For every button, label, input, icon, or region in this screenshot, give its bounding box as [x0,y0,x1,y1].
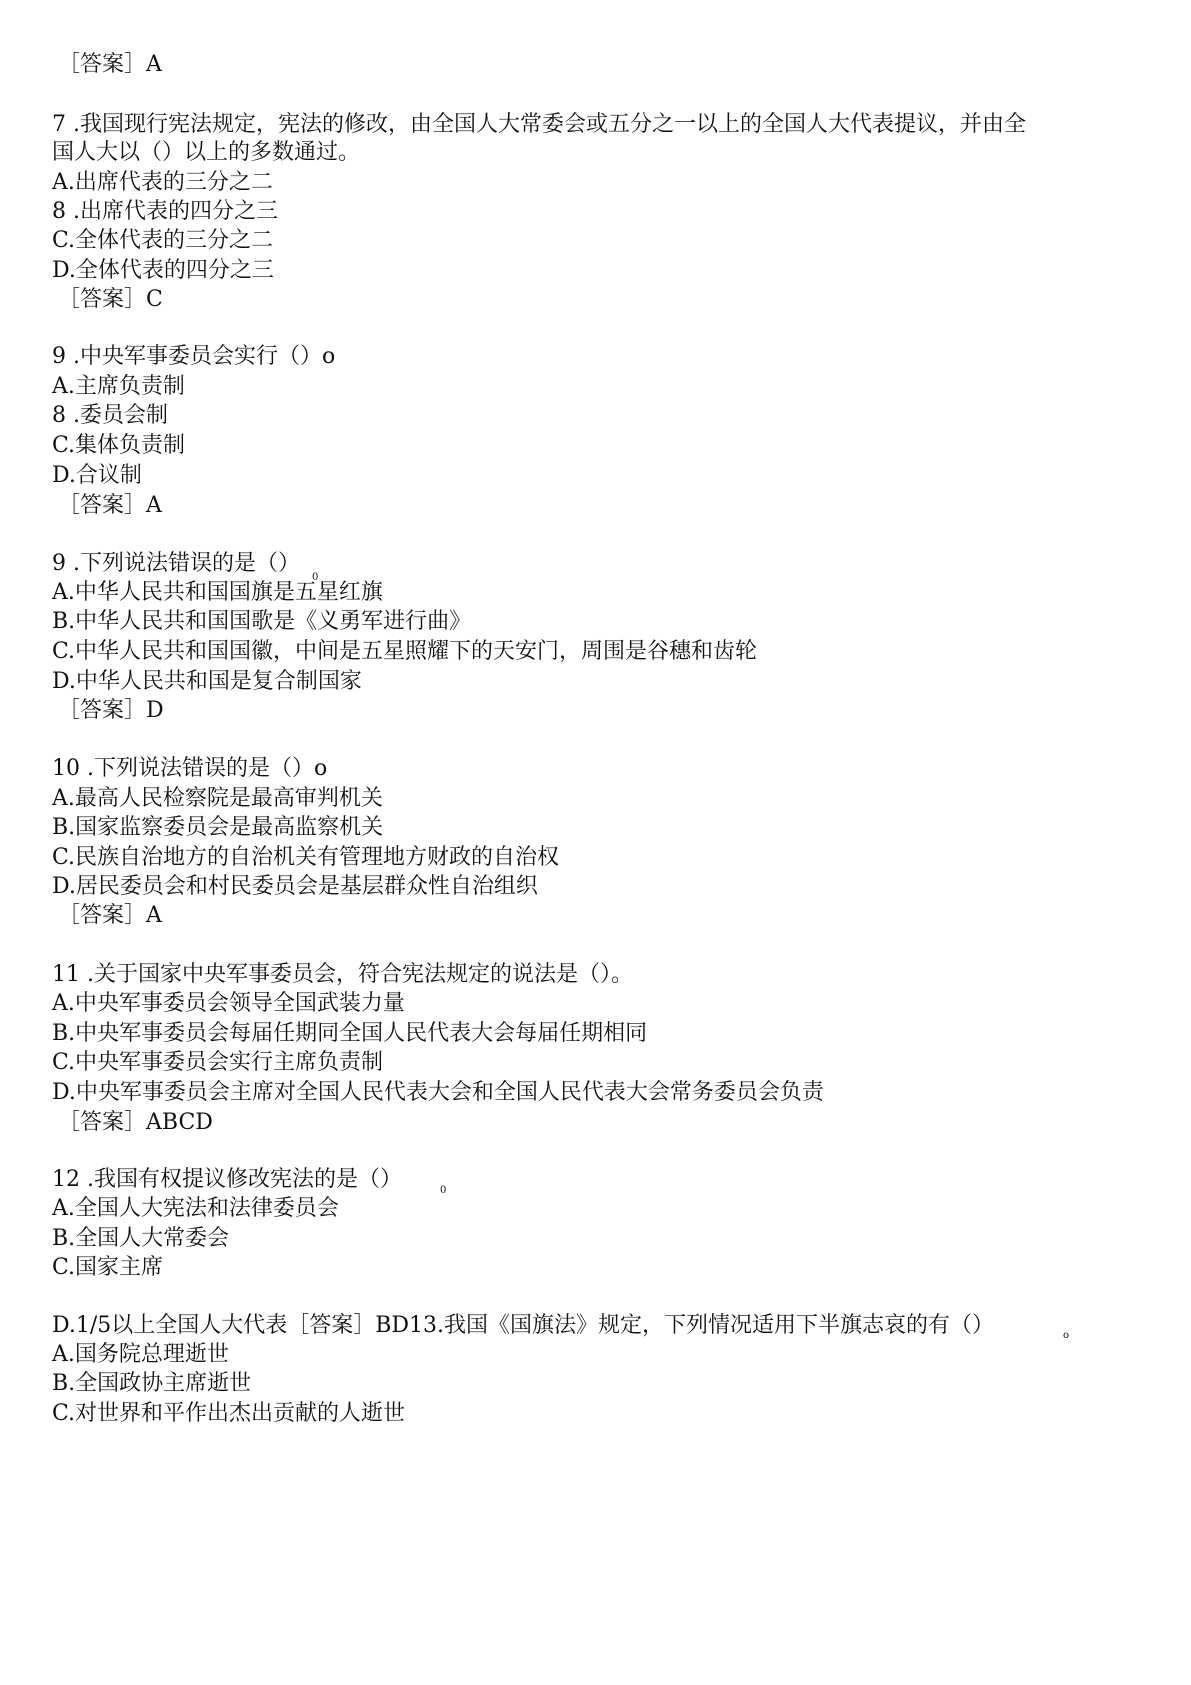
option-a: A.中央军事委员会领导全国武装力量 [52,991,405,1016]
answer-line: ［答案］D [58,698,164,723]
answer-line: ［答案］A [58,493,162,518]
stray-mark: 0 [440,1185,447,1196]
option-d: D.全体代表的四分之三 [52,258,274,283]
option-b: B.中央军事委员会每届任期同全国人民代表大会每届任期相同 [52,1021,648,1046]
option-d: D.合议制 [52,463,142,488]
option-d: D.中华人民共和国是复合制国家 [52,669,362,694]
answer-line: ［答案］A [58,903,162,928]
answer-line: ［答案］ABCD [58,1110,213,1135]
option-a: A.国务院总理逝世 [52,1342,229,1367]
option-a: A.出席代表的三分之二 [52,170,273,195]
question-11: 11 .关于国家中央军事委员会，符合宪法规定的说法是（）。 [52,962,633,987]
option-b: B.国家监察委员会是最高监察机关 [52,815,384,840]
answer-line: ［答案］C [58,287,163,312]
option-c: C.集体负责制 [52,433,186,458]
question-9b: 9 .下列说法错误的是（） [52,551,300,576]
option-d-and-question-13: D.1/5以上全国人大代表［答案］BD13.我国《国旗法》规定，下列情况适用下半旗志哀的有（） [52,1313,995,1338]
option-a: A.最高人民检察院是最高审判机关 [52,786,383,811]
question-12: 12 .我国有权提议修改宪法的是（） [52,1167,402,1192]
option-c: C.对世界和平作出杰出贡献的人逝世 [52,1401,406,1426]
answer-line: ［答案］A [58,52,162,77]
question-7-continued: 国人大以（）以上的多数通过。 [52,140,361,165]
option-d: D.居民委员会和村民委员会是基层群众性自治组织 [52,874,538,899]
option-c: C.民族自治地方的自治机关有管理地方财政的自治权 [52,845,560,870]
question-10: 10 .下列说法错误的是（）o [52,756,328,781]
question-7: 7 .我国现行宪法规定，宪法的修改，由全国人大常委会或五分之一以上的全国人大代表提议，并由全 [52,112,1026,137]
option-c: C.国家主席 [52,1255,164,1280]
option-b: B.全国政协主席逝世 [52,1371,252,1396]
option-c: C.全体代表的三分之二 [52,228,274,253]
option-c: C.中央军事委员会实行主席负责制 [52,1050,384,1075]
option-b: 8 .出席代表的四分之三 [52,199,278,224]
option-d: D.中央军事委员会主席对全国人民代表大会和全国人民代表大会常务委员会负责 [52,1080,824,1105]
option-a: A.中华人民共和国国旗是五星红旗 [52,580,383,605]
option-b: B.中华人民共和国国歌是《义勇军进行曲》 [52,609,472,634]
option-b: B.全国人大常委会 [52,1226,230,1251]
option-a: A.全国人大宪法和法律委员会 [52,1196,339,1221]
stray-mark: o [1063,1330,1070,1341]
stray-mark: 0 [312,572,319,583]
option-b: 8 .委员会制 [52,403,168,428]
option-a: A.主席负责制 [52,374,185,399]
question-9: 9 .中央军事委员会实行（）o [52,344,336,369]
option-c: C.中华人民共和国国徽，中间是五星照耀下的天安门，周围是谷穗和齿轮 [52,639,758,664]
